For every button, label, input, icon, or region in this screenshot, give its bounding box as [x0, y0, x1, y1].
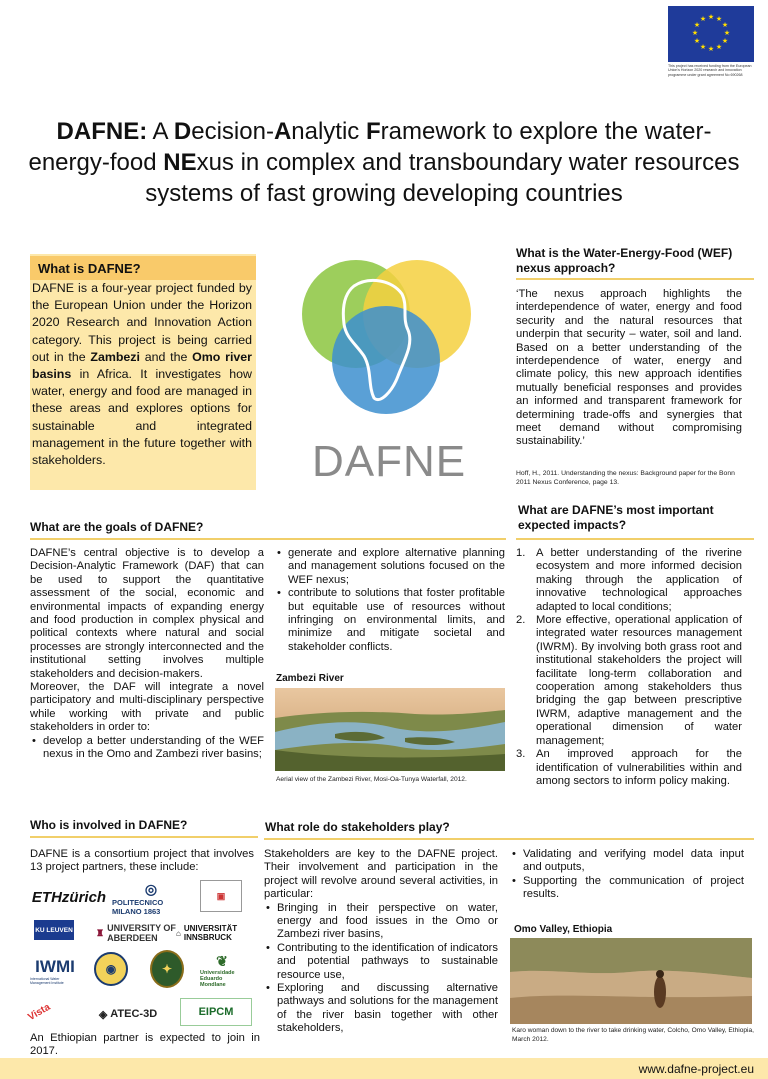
goals-heading: What are the goals of DAFNE? [30, 520, 204, 534]
page-title: DAFNE: A Decision-Analytic Framework to explore the water-energy-food NExus in complex and transboundary water resources systems of fast growing developing countries [28, 118, 740, 207]
list-item: • Exploring and discussing alternative pathways and solutions for the management of the river basin together with other stakeholders, [264, 982, 498, 1036]
impacts-rule [516, 538, 754, 540]
svg-text:★: ★ [721, 37, 729, 45]
who-text: DAFNE is a consortium project that involves 13 project partners, these include: [30, 848, 254, 874]
wef-text: ‘The nexus approach highlights the interdependence of water, energy and food security and the natural resources that underpin that security – water, soil and land. Based on a better understanding of the interdependence of water, energy and climate policy, this new approach identifies mutually beneficial responses and provides an informed and transparent framework for determining trade-offs and synergies that meet demand without compromising sustainability.’ [516, 288, 742, 448]
svg-text:★: ★ [693, 37, 701, 45]
crest-icon: ✦ [161, 962, 173, 976]
eu-flag [668, 6, 754, 62]
svg-text:★: ★ [721, 21, 729, 29]
zambezi-photo [275, 688, 505, 771]
unknown-partner-logo [200, 880, 242, 912]
eu-stars-icon [668, 6, 754, 62]
list-item: 1. A better understanding of the riverine ecosystem and more informed decision making through the application of innovative technological approaches adapted to local conditions; [516, 547, 742, 613]
eu-funding-note: This project has received funding from the European Union's Horizon 2020 research and innovation programme under grant agreement No 690268 [668, 64, 752, 77]
goals-left-column [30, 547, 264, 762]
omo-valley-image [510, 938, 752, 1024]
who-heading: Who is involved in DAFNE? [30, 818, 188, 832]
svg-text:★: ★ [691, 29, 699, 37]
stakeholders-bullets-right [510, 848, 744, 902]
impacts-list [516, 547, 742, 788]
omo-photo [510, 938, 752, 1024]
dafne-circles-icon [294, 236, 478, 426]
stakeholders-heading: What role do stakeholders play? [265, 820, 450, 834]
goals-para-1: DAFNE’s central objective is to develop a Decision-Analytic Framework (DAF) that can be used to support the quantitative assessment of the social, economic and environmental impacts of expanding energy and food production in complex physical and political contexts where natural and social processes are strongly interconnected and the institutional setting involves multiple stakeholders and decision-makers. [30, 547, 264, 680]
goals-right-column [275, 547, 505, 654]
who-footer-text: An Ethiopian partner is expected to join in 2017. [30, 1032, 260, 1058]
svg-text:★: ★ [707, 13, 715, 21]
stakeholders-rule [264, 838, 754, 840]
zambezi-label: Zambezi River [276, 673, 344, 684]
eipcm-logo: EIPCM [180, 998, 252, 1026]
list-item: • Supporting the communication of project results. [510, 875, 744, 902]
list-item: • contribute to solutions that foster profitable but equitable use of resources without infringing on environmental limits, and minimize and mitigate societal and stakeholder conflicts. [275, 587, 505, 654]
list-item: • Contributing to the identification of indicators and potential pathways to sustainable resource use, [264, 942, 498, 982]
svg-text:★: ★ [715, 15, 723, 23]
list-item: • Bringing in their perspective on water, energy and food issues in the Omo or Zambezi river basins, [264, 902, 498, 942]
zambezi-caption: Aerial view of the Zambezi River, Mosi-Oa-Tunya Waterfall, 2012. [276, 776, 467, 783]
aberdeen-logo: ♜ UNIVERSITY OF ABERDEEN [96, 923, 176, 943]
atec-emblem-icon: ◈ [98, 1008, 108, 1021]
dafne-logo [294, 236, 478, 426]
partner-seal-1 [94, 952, 128, 986]
svg-text:★: ★ [699, 15, 707, 23]
list-item: • generate and explore alternative planning and management solutions focused on the WEF nexus; [275, 547, 505, 587]
mondlane-logo: ❦ Universidade Eduardo Mondlane [200, 952, 235, 988]
leaf-icon: ❦ [216, 952, 228, 969]
stakeholders-intro: Stakeholders are key to the DAFNE project. Their involvement and participation in the project will revolve around several activities, in particular: [264, 848, 498, 901]
list-item: • Validating and verifying model data input and outputs, [510, 848, 744, 875]
svg-text:★: ★ [723, 29, 731, 37]
svg-text:★: ★ [715, 43, 723, 51]
polimi-logo: ◎ POLITECNICO MILANO 1863 [112, 880, 164, 916]
footer-url[interactable]: www.dafne-project.eu [638, 1062, 754, 1076]
wef-heading: What is the Water-Energy-Food (WEF) nexus approach? [516, 246, 733, 275]
list-item: 2. More effective, operational application of integrated water resources management (IWRM). By involving both grass root and institutional stakeholders the project will facilitate long-term collaboration and cooperation among stakeholders thus bridging the gap between prescriptive IWRM, adaptive management and the operational dimension of water management; [516, 614, 742, 747]
innsbruck-logo: ⌂ UNIVERSITÄT INNSBRUCK [176, 924, 238, 942]
svg-text:★: ★ [707, 45, 715, 53]
innsbruck-emblem-icon: ⌂ [176, 928, 181, 938]
svg-text:★: ★ [693, 21, 701, 29]
list-item: 3. An improved approach for the identification of vulnerabilities within and among sectors to inform policy making. [516, 748, 742, 787]
aberdeen-crest-icon: ♜ [96, 927, 105, 938]
omo-label: Omo Valley, Ethiopia [514, 924, 613, 935]
stakeholders-right-column [510, 848, 744, 902]
impacts-heading: What are DAFNE’s most important expected impacts? [518, 503, 714, 532]
stakeholders-left-column [264, 848, 498, 1036]
list-item: • develop a better understanding of the WEF nexus in the Omo and Zambezi river basins; [30, 735, 264, 762]
partner-seal-2 [150, 950, 184, 988]
goals-bullets-left [30, 735, 264, 762]
stakeholders-bullets-left [264, 902, 498, 1036]
zambezi-river-image [275, 688, 505, 771]
wef-citation: Hoff, H., 2011. Understanding the nexus: Background paper for the Bonn 2011 Nexus Conference, page 13. [516, 470, 735, 486]
partner-emblem-icon: ▣ [216, 890, 226, 901]
omo-caption: Karo woman down to the river to take drinking water, Colcho, Omo Valley, Ethiopia, March 2012. [512, 1027, 755, 1043]
iwmi-logo: IWMI International Water Management Institute [30, 957, 75, 985]
kuleuven-logo: KU LEUVEN [34, 920, 74, 940]
goals-bullets-right [275, 547, 505, 654]
goals-rule [30, 538, 506, 540]
vista-logo: Vista [25, 1001, 53, 1023]
svg-text:★: ★ [699, 43, 707, 51]
wef-rule [516, 278, 754, 280]
globe-icon: ◉ [105, 962, 117, 976]
dafne-logo-text: DAFNE [312, 437, 467, 486]
polimi-seal-icon: ◎ [144, 880, 158, 897]
who-rule [30, 836, 258, 838]
goals-para-2: Moreover, the DAF will integrate a novel participatory and multi-disciplinary perspective while working with private and public stakeholders in order to: [30, 681, 264, 734]
what-is-dafne-text: DAFNE is a four-year project funded by the European Union under the Horizon 2020 Research and Innovation Action category. This project is being carried out in the Zambezi and the Omo river basins in Africa. It investigates how water, energy and food are managed in these areas and explores options for sustainable and integrated management in the future together with stakeholders. [32, 281, 252, 468]
what-is-dafne-heading: What is DAFNE? [38, 261, 141, 276]
atec3d-logo: ◈ ATEC-3D [98, 1008, 158, 1021]
eth-logo: ETHzürich [31, 888, 107, 906]
